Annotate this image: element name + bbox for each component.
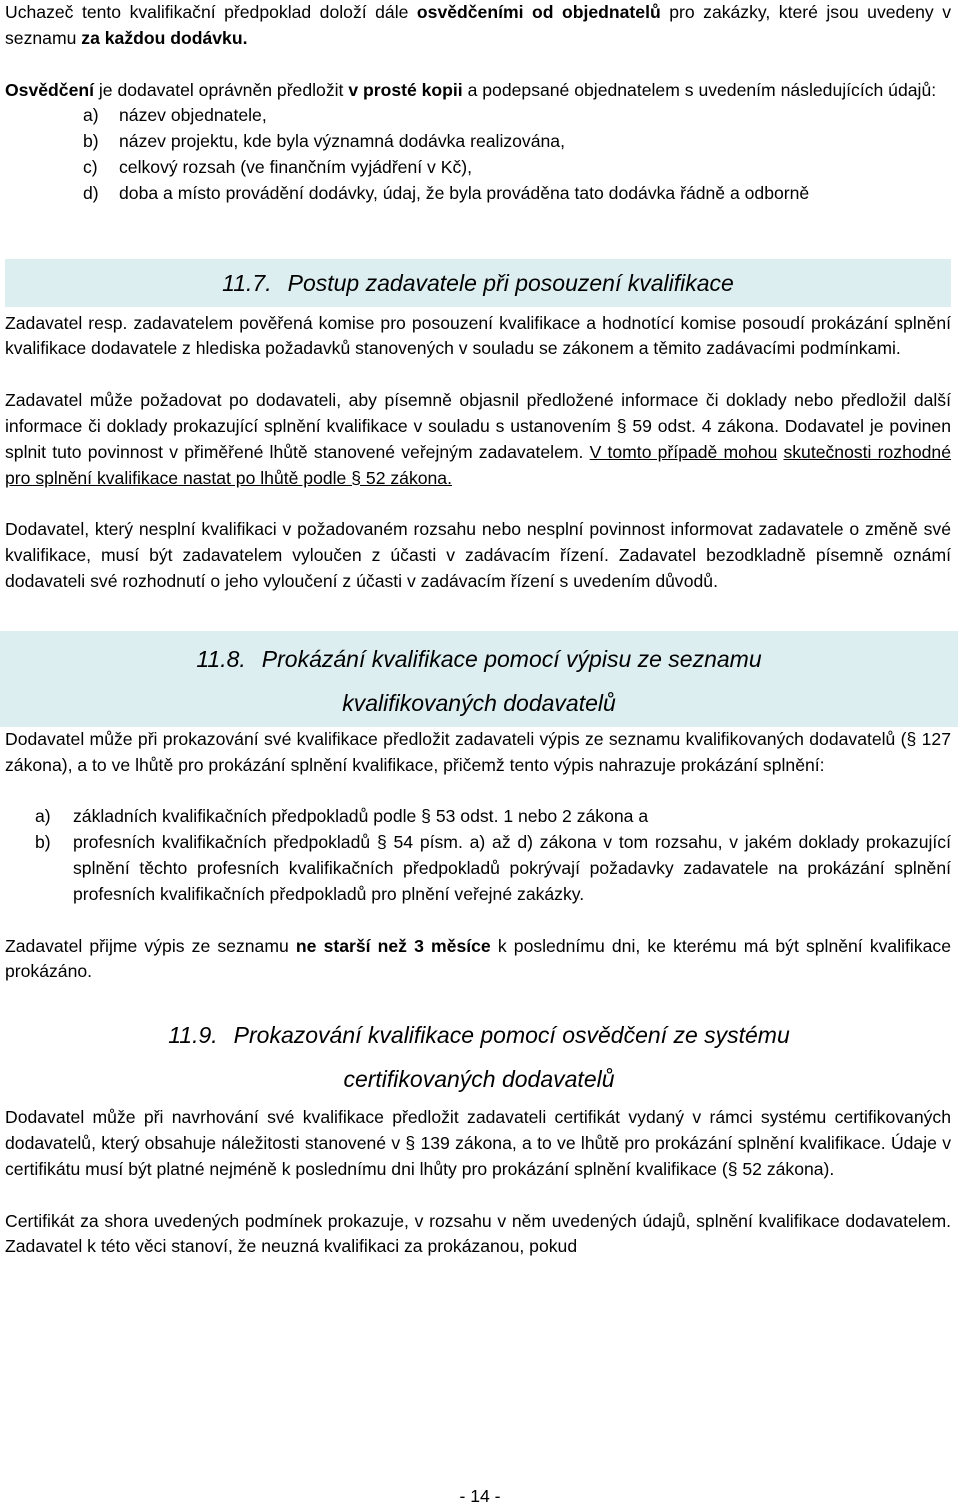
- list-item: a) základních kvalifikačních předpokladů podle § 53 odst. 1 nebo 2 zákona a: [35, 806, 649, 827]
- list-item: d) doba a místo provádění dodávky, údaj, že byla prováděna tato dodávka řádně a odborně: [83, 182, 810, 203]
- paragraph-certifikat: Dodavatel může při navrhování své kvalifikace předložit zadavateli certifikát vydaný v rámci systému certifikovaných dodavatelů, který obsahuje náležitosti stanovené v § 139 zákona, a to ve lhůtě pro prokázání splnění kvalifikace. Údaje v certifikátu musí být platné nejméně k poslednímu dni lhůty pro prokázání splnění kvalifikace (§ 52 zákona).: [5, 1107, 951, 1179]
- paragraph-objasneni: Zadavatel může požadovat po dodavateli, aby písemně objasnil předložené informace či doklady nebo předložil další informace či doklady prokazující splnění kvalifikace v souladu s ustanovením § 59 odst. 4 zákona. Dodavatel je povinen splnit tuto povinnost v přiměřené lhůtě stanovené veřejným zadavatelem. V tomto případě mohou skutečnosti rozhodné pro splnění kvalifikace nastat po lhůtě podle § 52 zákona.: [5, 390, 951, 488]
- section-heading-11-8: 11.8. Prokázání kvalifikace pomocí výpisu ze seznamu kvalifikovaných dodavatelů: [0, 631, 958, 727]
- section-heading-11-7: 11.7. Postup zadavatele při posouzení kvalifikace: [5, 259, 951, 307]
- list-item: b) profesních kvalifikačních předpokladů § 54 písm. a) až d) zákona v tom rozsahu, v jakém doklady prokazující splnění těchto profesních kvalifikačních předpokladů pokrývají požadavky zadavatele na prokázání splnění profesních kvalifikačních předpokladů pro plnění veřejné zakázky.: [35, 832, 951, 904]
- paragraph-certifikat-podminky: Certifikát za shora uvedených podmínek prokazuje, v rozsahu v něm uvedených údajů, splnění kvalifikace dodavatelem. Zadavatel k této věci stanoví, že neuzná kvalifikaci za prokázanou, pokud: [5, 1210, 951, 1257]
- paragraph-posouzeni: Zadavatel resp. zadavatelem pověřená komise pro posouzení kvalifikace a hodnotící komise posoudí prokázání splnění kvalifikace dodavatele z hlediska požadavků stanovených v souladu se zákonem a těmito zadávacími podmínkami.: [5, 312, 951, 359]
- vypis-replaces-list: [35, 804, 951, 907]
- paragraph-vylouceni: Dodavatel, který nesplní kvalifikaci v požadovaném rozsahu nebo nesplní povinnost informovat zadavatele o změně své kvalifikace, musí být zadavatelem vyloučen z účasti v zadávacím řízení. Zadavatel bezodkladně písemně oznámí dodavateli své rozhodnutí o jeho vyloučení z účasti v zadávacím řízení s uvedením důvodů.: [5, 519, 951, 591]
- list-item: b) název projektu, kde byla významná dodávka realizována,: [83, 131, 565, 152]
- paragraph-vypis-seznam: Dodavatel může při prokazování své kvalifikace předložit zadavateli výpis ze seznamu kvalifikovaných dodavatelů (§ 127 zákona), a to ve lhůtě pro prokázání splnění kvalifikace, přičemž tento výpis nahrazuje prokázání splnění:: [5, 728, 951, 775]
- list-item: a) název objednatele,: [83, 105, 267, 126]
- document-page: [5, 0, 951, 1260]
- paragraph-osvedceni-intro: Uchazeč tento kvalifikační předpoklad doloží dále osvědčeními od objednatelů pro zakázky, které jsou uvedeny v seznamu za každou dodávku.: [5, 2, 951, 48]
- page-number: - 14 -: [459, 1486, 501, 1506]
- section-heading-11-9: 11.9. Prokazování kvalifikace pomocí osvědčení ze systému certifikovaných dodavatelů: [0, 1005, 958, 1105]
- paragraph-osvedceni-details: Osvědčení je dodavatel oprávněn předložit v prosté kopii a podepsané objednatelem s uvedením následujících údajů:: [5, 79, 937, 100]
- osvedceni-requirements-list: [83, 103, 951, 206]
- list-item: c) celkový rozsah (ve finančním vyjádření v Kč),: [83, 156, 472, 177]
- paragraph-vypis-stari: Zadavatel přijme výpis ze seznamu ne starší než 3 měsíce k poslednímu dni, ke kterému má být splnění kvalifikace prokázáno.: [5, 935, 951, 982]
